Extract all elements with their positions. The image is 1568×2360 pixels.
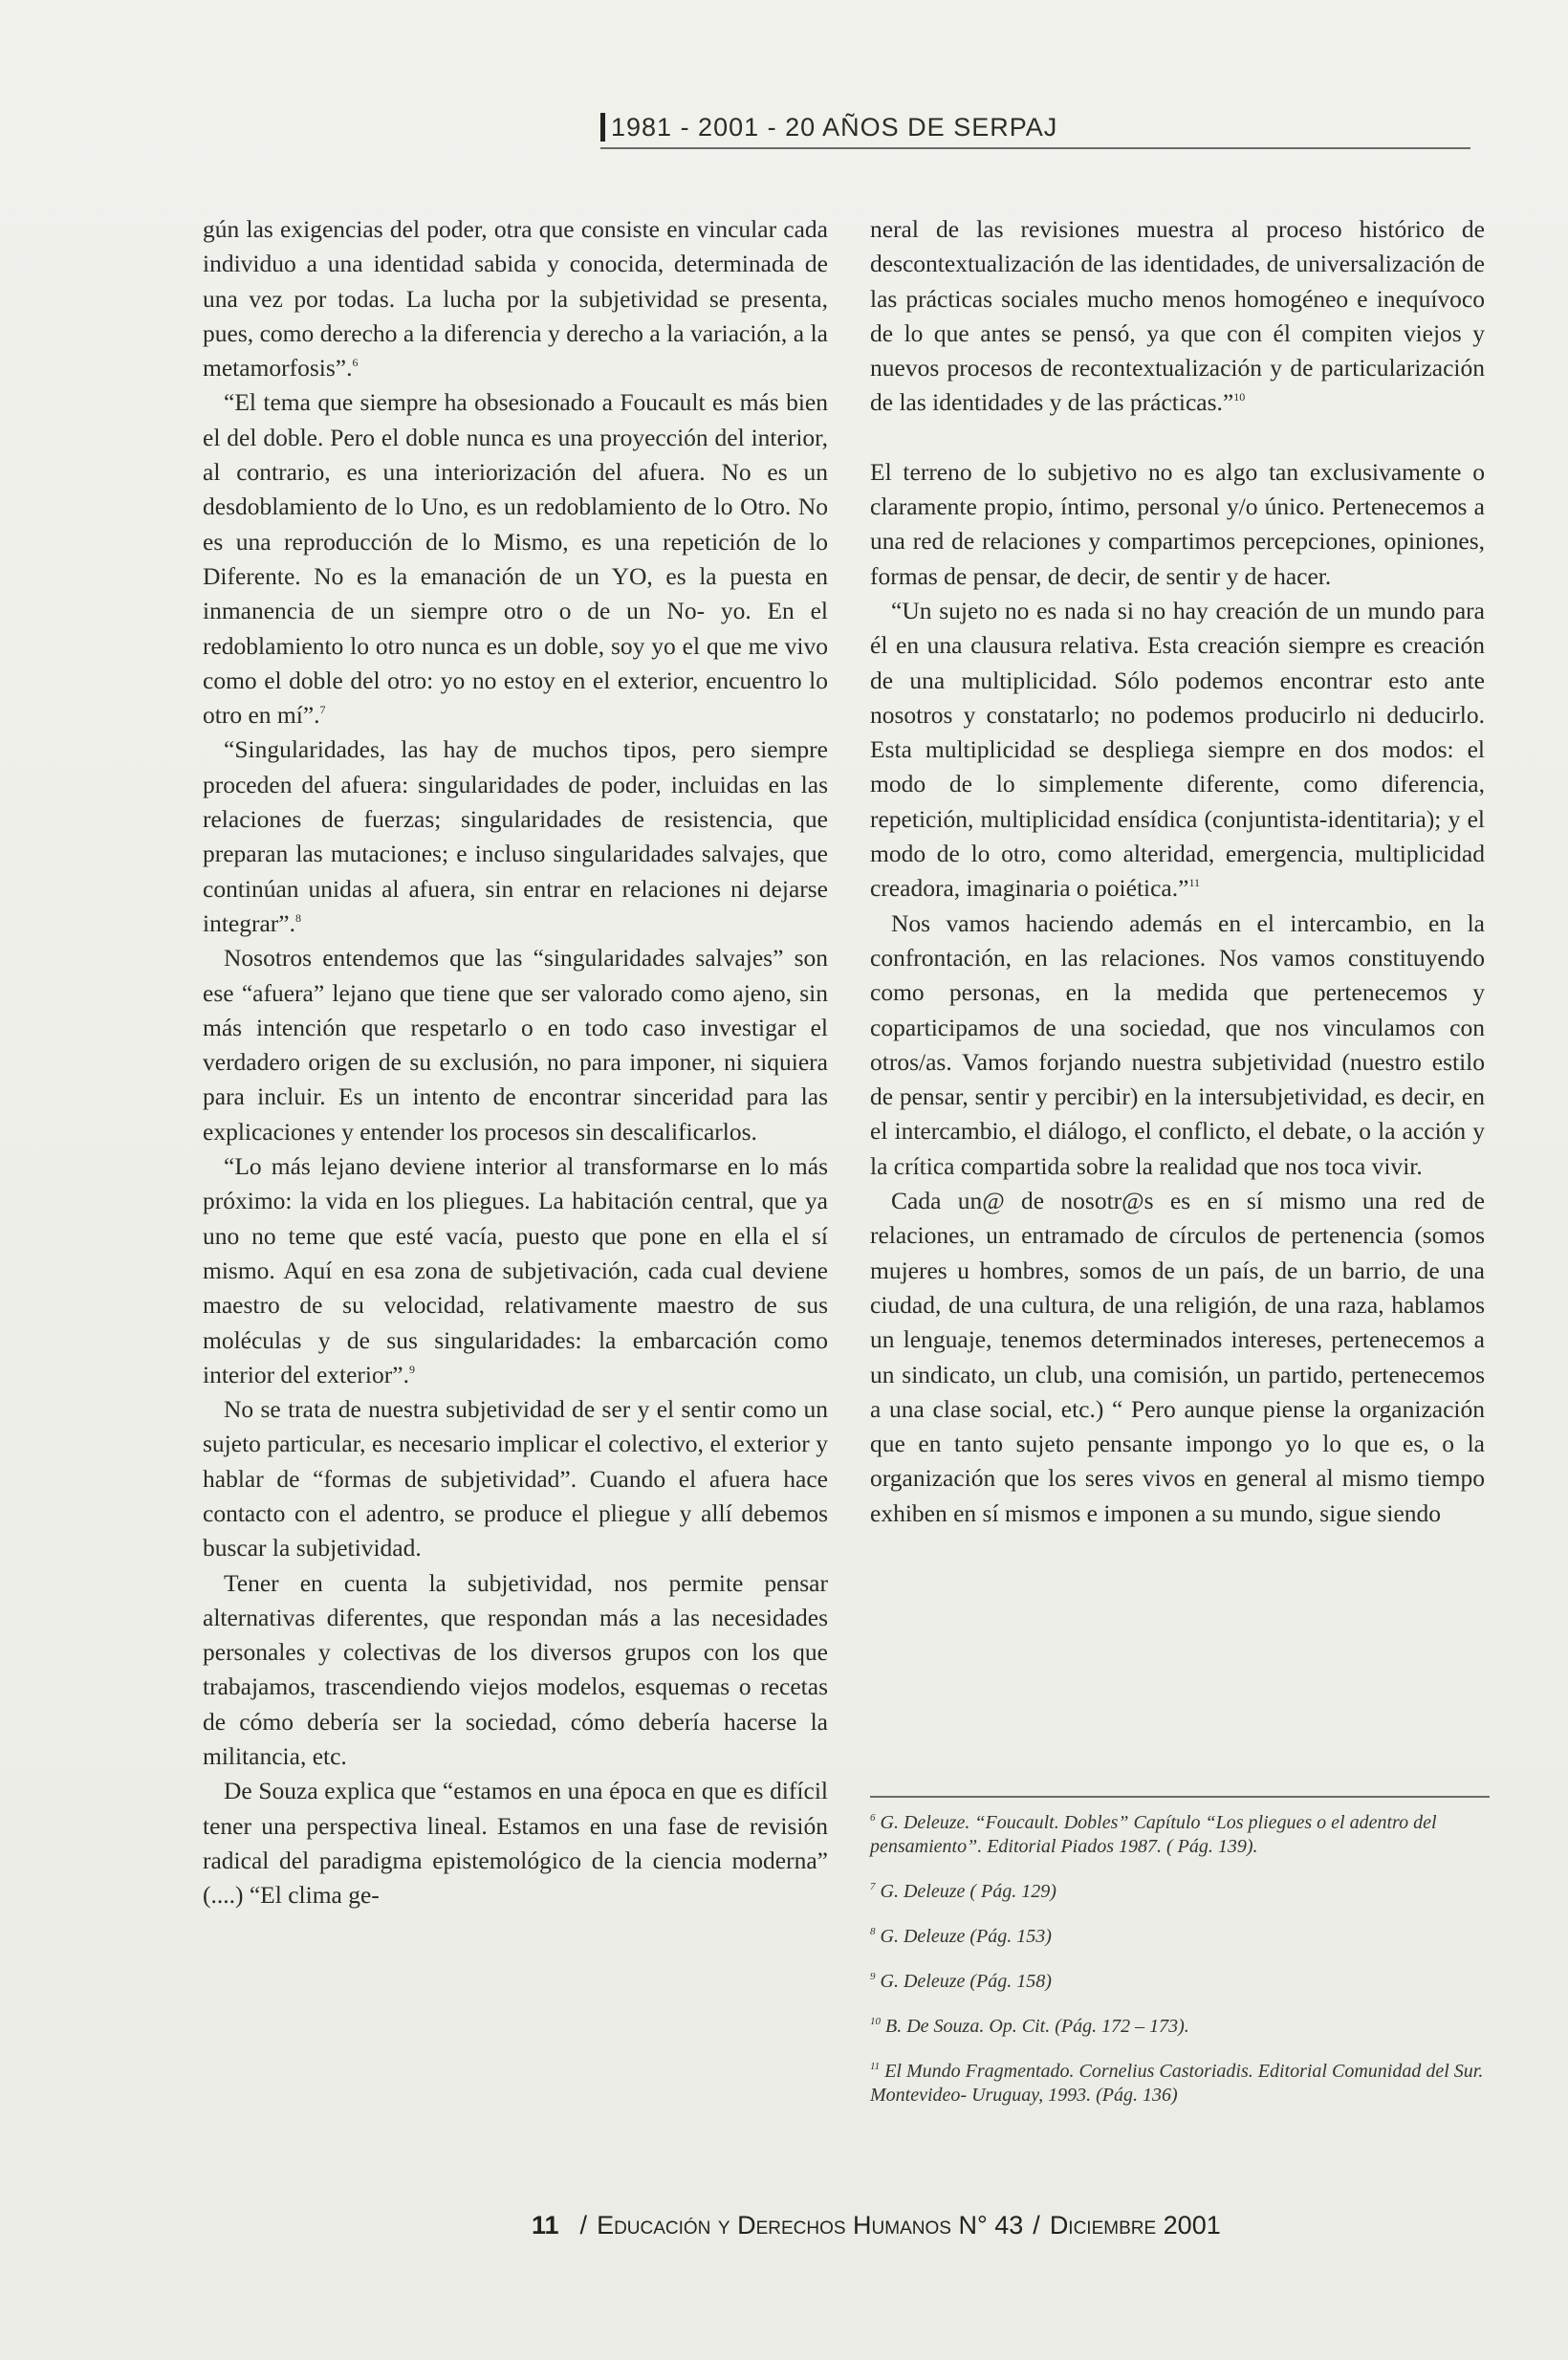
issue-date: Diciembre 2001 — [1049, 2211, 1221, 2240]
paragraph-text: “Singularidades, las hay de muchos tipos, pero siempre proceden del afuera: singularidades de poder, incluidas en las relaciones de fuerzas; singularidades de resistencia, que preparan las mutaciones; e incluso singularidades salvajes, que continúan unidas al afuera, sin entrar en relaciones ni dejarse integrar”. — [203, 735, 828, 937]
footnote-ref: 11 — [1188, 876, 1201, 890]
footnote — [870, 2060, 1490, 2108]
footnote — [870, 1970, 1490, 1994]
footer-separator: / — [1033, 2211, 1040, 2240]
footnote-number: 9 — [870, 1971, 876, 1982]
footnote-text: G. Deleuze ( Pág. 129) — [880, 1881, 1056, 1902]
paragraph-text: “Lo más lejano deviene interior al transformarse en lo más próximo: la vida en los pliegues. La habitación central, que ya uno no teme que esté vacía, puesto que pone en ella el sí mismo. Aquí en esa zona de subjetivación, cada cual deviene maestro de su velocidad, relativamente maestro de sus moléculas y de sus singularidades: la embarcación como interior del exterior”. — [203, 1152, 828, 1388]
footnote — [870, 1880, 1490, 1904]
footer-separator: / — [579, 2211, 588, 2240]
paragraph-text: gún las exigencias del poder, otra que consiste en vincular cada individuo a una identidad sabida y conocida, determinada de una vez por todas. La lucha por la subjetividad se presenta, pues, como derecho a la diferencia y derecho a la variación, a la metamorfosis”. — [203, 215, 828, 382]
right-column — [870, 212, 1485, 1531]
footnote-number: 10 — [870, 2016, 881, 2027]
footnote-text: G. Deleuze (Pág. 158) — [880, 1971, 1052, 1992]
page-number: 11 — [532, 2211, 559, 2240]
footnote-text: El Mundo Fragmentado. Cornelius Castoriadis. Editorial Comunidad del Sur. Montevideo- Uruguay, 1993. (Pág. 136) — [870, 2061, 1484, 2106]
footnote-text: G. Deleuze (Pág. 153) — [880, 1926, 1052, 1947]
footnote-ref: 7 — [319, 703, 326, 717]
running-header — [600, 113, 1470, 149]
footnote-number: 8 — [870, 1926, 876, 1937]
paragraph: Cada un@ de nosotr@s es en sí mismo una red de relaciones, un entramado de círculos de pertenencia (somos mujeres u hombres, somos de un país, de un barrio, de una ciudad, de una cultura, de una religión, de una raza, hablamos un lenguaje, tenemos determinados intereses, pertenecemos a un sindicato, un club, una comisión, un partido, pertenecemos a una clase social, etc.) “ Pero aunque piense la organización que en tanto sujeto pensante impongo yo lo que es, o la organización que los seres vivos en general al mismo tiempo exhiben en sí mismos e imponen a su mundo, sigue siendo — [870, 1187, 1485, 1527]
footnote-text: G. Deleuze. “Foucault. Dobles” Capítulo “Los pliegues o el adentro del pensamiento”. Editorial Piados 1987. ( Pág. 139). — [870, 1812, 1437, 1857]
left-column — [203, 212, 828, 1913]
paragraph: Nos vamos haciendo además en el intercambio, en la confrontación, en las relaciones. Nos vamos constituyendo como personas, en la medida que pertenecemos y coparticipamos de una sociedad, que nos vinculamos con otros/as. Vamos forjando nuestra subjetividad (nuestro estilo de pensar, sentir y percibir) en la intersubjetividad, es decir, en el intercambio, el diálogo, el conflicto, el debate, o la acción y la crítica compartida sobre la realidad que nos toca vivir. — [870, 908, 1485, 1180]
footnote-text: B. De Souza. Op. Cit. (Pág. 172 – 173). — [885, 2016, 1189, 2037]
paragraph: No se trata de nuestra subjetividad de ser y el sentir como un sujeto particular, es necesario implicar el colectivo, el exterior y hablar de “formas de subjetividad”. Cuando el afuera hace contacto con el adentro, se produce el pliegue y allí debemos buscar la subjetividad. — [203, 1395, 828, 1562]
page-footer — [532, 2211, 1221, 2240]
footnote-ref: 10 — [1233, 390, 1246, 404]
paragraph — [203, 1149, 828, 1392]
paragraph — [870, 594, 1485, 907]
footnotes — [870, 1796, 1490, 2129]
footnote — [870, 1811, 1490, 1859]
paragraph: De Souza explica que “estamos en una época en que es difícil tener una perspectiva lineal. Estamos en una fase de revisión radical del paradigma epistemológico de la ciencia moderna” (....) “El clima ge- — [203, 1777, 828, 1910]
footnote — [870, 1925, 1490, 1949]
footnote-number: 7 — [870, 1881, 876, 1892]
footnote — [870, 2015, 1490, 2039]
paragraph-text: neral de las revisiones muestra al proceso histórico de descontextualización de las identidades, de universalización de las prácticas sociales mucho menos homogéneo e inequívoco de lo que antes se pensó, ya que con él compiten viejos y nuevos procesos de recontextualización y de particularización de las identidades y de las prácticas.” — [870, 215, 1485, 417]
header-bar-mark — [600, 113, 605, 142]
paragraph — [203, 385, 828, 732]
journal-name: Educación y Derechos Humanos — [597, 2211, 951, 2240]
paragraph — [203, 212, 828, 385]
footnote-ref: 6 — [352, 356, 359, 370]
footnote-number: 11 — [870, 2061, 881, 2072]
header-title: 1981 - 2001 - 20 AÑOS DE SERPAJ — [611, 113, 1058, 142]
paragraph — [870, 212, 1485, 421]
paragraph-text: “El tema que siempre ha obsesionado a Foucault es más bien el del doble. Pero el doble nunca es una proyección del interior, al contrario, es una interiorización del afuera. No es un desdoblamiento de lo Uno, es un redoblamiento de lo Otro. No es una reproducción de lo Mismo, es una repetición de lo Diferente. No es la emanación de un YO, es la puesta en inmanencia de un siempre otro o de un No- yo. En el redoblamiento lo otro nunca es un doble, soy yo el que me vivo como el doble del otro: yo no estoy en el exterior, encuentro lo otro en mí”. — [203, 388, 828, 730]
paragraph — [203, 732, 828, 941]
footnote-ref: 8 — [294, 910, 301, 925]
paragraph-text: “Un sujeto no es nada si no hay creación de un mundo para él en una clausura relativa. Esta creación siempre es creación de una multiplicidad. Sólo podemos encontrar esto ante nosotros y constatarlo; no podemos producirlo ni deducirlo. Esta multiplicidad se despliega siempre en dos modos: el modo de lo simplemente diferente, como diferencia, repetición, multiplicidad ensídica (conjuntista-identitaria); y el modo de lo otro, como alteridad, emergencia, multiplicidad creadora, imaginaria o poiética.” — [870, 596, 1485, 903]
issue-number: N° 43 — [958, 2211, 1024, 2240]
paragraph: Nosotros entendemos que las “singularidades salvajes” son ese “afuera” lejano que tiene que ser valorado como ajeno, sin más intención que respetarlo o en todo caso investigar el verdadero origen de su exclusión, no para imponer, ni siquiera para incluir. Es un intento de encontrar sinceridad para las explicaciones y entender los procesos sin descalificarlos. — [203, 944, 828, 1146]
footnote-ref: 9 — [408, 1362, 415, 1376]
footnote-number: 6 — [870, 1812, 876, 1824]
paragraph: Tener en cuenta la subjetividad, nos permite pensar alternativas diferentes, que respondan más a las necesidades personales y colectivas de los diversos grupos con los que trabajamos, trascendiendo viejos modelos, esquemas o recetas de cómo debería ser la sociedad, cómo debería hacerse la militancia, etc. — [203, 1568, 828, 1771]
paragraph: El terreno de lo subjetivo no es algo tan exclusivamente o claramente propio, íntimo, personal y/o único. Pertenecemos a una red de relaciones y compartimos percepciones, opiniones, formas de pensar, de decir, de sentir y de hacer. — [870, 457, 1485, 590]
